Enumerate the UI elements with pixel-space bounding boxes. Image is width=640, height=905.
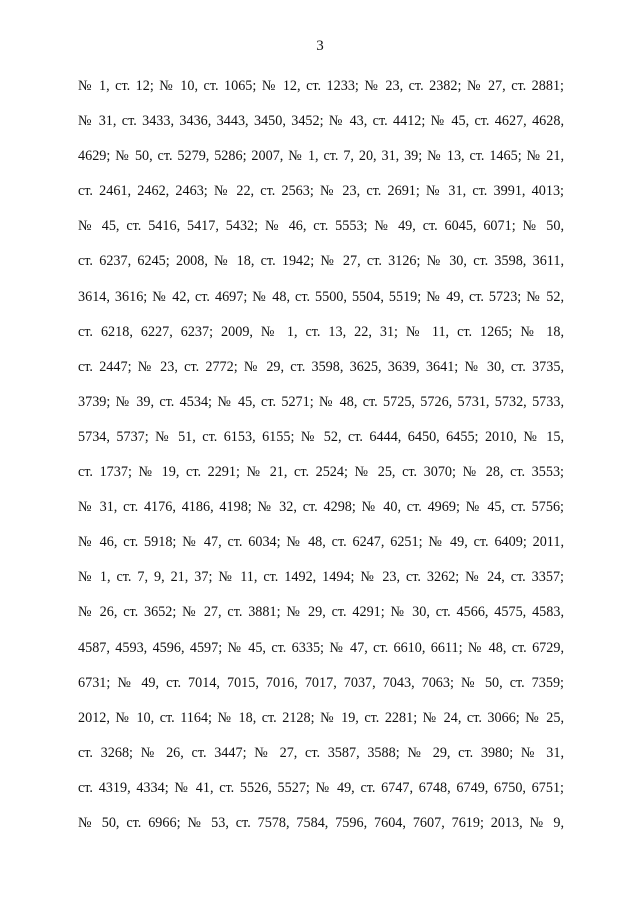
text-line-16: № 26, ст. 3652; № 27, ст. 3881; № 29, ст. 4291; № 30, ст. 4566, 4575, 4583, xyxy=(78,604,564,621)
text-line-7: 3614, 3616; № 42, ст. 4697; № 48, ст. 5500, 5504, 5519; № 49, ст. 5723; № 52, xyxy=(78,288,564,305)
body-text xyxy=(78,69,564,841)
text-line-17: 4587, 4593, 4596, 4597; № 45, ст. 6335; № 47, ст. 6610, 6611; № 48, ст. 6729, xyxy=(78,639,564,656)
text-line-9: ст. 2447; № 23, ст. 2772; № 29, ст. 3598, 3625, 3639, 3641; № 30, ст. 3735, xyxy=(78,358,564,375)
page-number: 3 xyxy=(316,38,324,54)
text-line-19: 2012, № 10, ст. 1164; № 18, ст. 2128; № 19, ст. 2281; № 24, ст. 3066; № 25, xyxy=(78,709,564,726)
text-line-10: 3739; № 39, ст. 4534; № 45, ст. 5271; № 48, ст. 5725, 5726, 5731, 5732, 5733, xyxy=(78,393,564,410)
text-line-4: ст. 2461, 2462, 2463; № 22, ст. 2563; № 23, ст. 2691; № 31, ст. 3991, 4013; xyxy=(78,183,564,200)
text-line-20: ст. 3268; № 26, ст. 3447; № 27, ст. 3587, 3588; № 29, ст. 3980; № 31, xyxy=(78,744,564,761)
text-line-15: № 1, ст. 7, 9, 21, 37; № 11, ст. 1492, 1494; № 23, ст. 3262; № 24, ст. 3357; xyxy=(78,569,564,586)
text-line-3: 4629; № 50, ст. 5279, 5286; 2007, № 1, ст. 7, 20, 31, 39; № 13, ст. 1465; № 21, xyxy=(78,148,564,165)
text-line-14: № 46, ст. 5918; № 47, ст. 6034; № 48, ст. 6247, 6251; № 49, ст. 6409; 2011, xyxy=(78,534,564,551)
text-line-11: 5734, 5737; № 51, ст. 6153, 6155; № 52, ст. 6444, 6450, 6455; 2010, № 15, xyxy=(78,428,564,445)
text-line-18: 6731; № 49, ст. 7014, 7015, 7016, 7017, 7037, 7043, 7063; № 50, ст. 7359; xyxy=(78,674,564,691)
text-line-13: № 31, ст. 4176, 4186, 4198; № 32, ст. 4298; № 40, ст. 4969; № 45, ст. 5756; xyxy=(78,499,564,516)
text-line-1: № 1, ст. 12; № 10, ст. 1065; № 12, ст. 1233; № 23, ст. 2382; № 27, ст. 2881; xyxy=(78,78,564,94)
text-line-21: ст. 4319, 4334; № 41, ст. 5526, 5527; № 49, ст. 6747, 6748, 6749, 6750, 6751; xyxy=(78,779,564,796)
text-line-8: ст. 6218, 6227, 6237; 2009, № 1, ст. 13, 22, 31; № 11, ст. 1265; № 18, xyxy=(78,323,564,340)
text-line-2: № 31, ст. 3433, 3436, 3443, 3450, 3452; № 43, ст. 4412; № 45, ст. 4627, 4628, xyxy=(78,113,564,130)
text-line-12: ст. 1737; № 19, ст. 2291; № 21, ст. 2524; № 25, ст. 3070; № 28, ст. 3553; xyxy=(78,464,564,481)
text-line-5: № 45, ст. 5416, 5417, 5432; № 46, ст. 5553; № 49, ст. 6045, 6071; № 50, xyxy=(78,218,564,235)
text-line-22: № 50, ст. 6966; № 53, ст. 7578, 7584, 7596, 7604, 7607, 7619; 2013, № 9, xyxy=(78,814,564,831)
text-line-6: ст. 6237, 6245; 2008, № 18, ст. 1942; № 27, ст. 3126; № 30, ст. 3598, 3611, xyxy=(78,253,564,270)
